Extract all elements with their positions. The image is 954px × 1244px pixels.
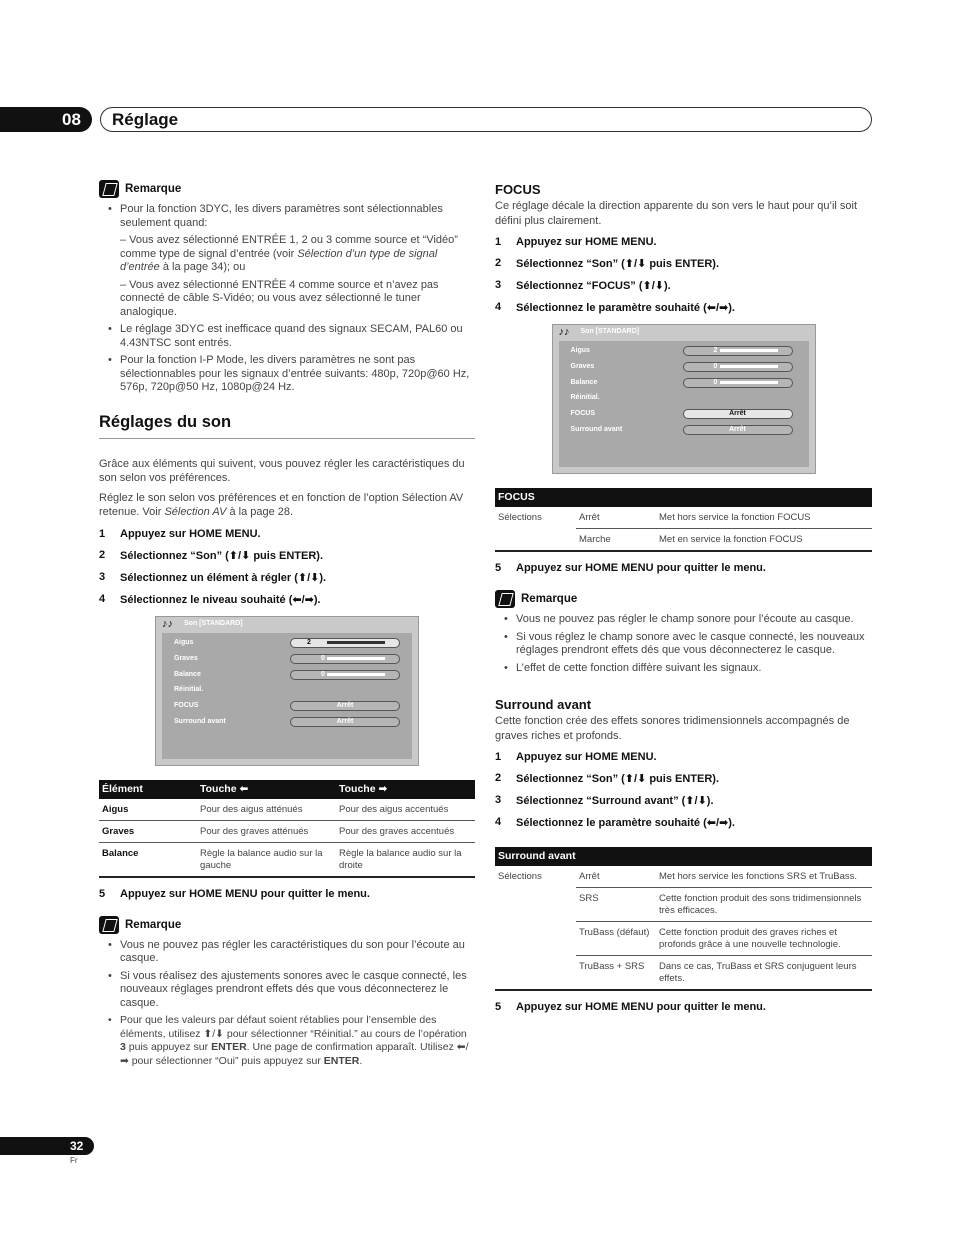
step: 5 Appuyez sur HOME MENU pour quitter le menu. — [495, 562, 766, 574]
osd-row-label: Réinitial. — [174, 685, 204, 693]
osd-aigus-slider: 2 — [290, 638, 400, 648]
osd-row-label: FOCUS — [174, 701, 199, 709]
osd-panel — [162, 633, 412, 759]
table-row: Aigus Pour des aigus atténués Pour des aigus accentués — [99, 799, 475, 821]
osd-title: Son [STANDARD] — [580, 328, 640, 335]
step-list — [99, 888, 475, 900]
osd-row-label: Aigus — [174, 638, 194, 646]
surround-table — [495, 847, 872, 991]
osd-row-label: Balance — [174, 670, 201, 678]
step: 2 Sélectionnez “Son” (⬆/⬇ puis ENTER). — [495, 772, 720, 785]
step: 1 Appuyez sur HOME MENU. — [495, 751, 657, 763]
note-item: • Le réglage 3DYC est inefficace quand des signaux SECAM, PAL60 ou 4.43NTSC sont entrés. — [99, 323, 475, 350]
note-subitem: – Vous avez sélectionné ENTRÉE 4 comme source et n’avez pas connecté de câble S-Vidéo; ou vous avez sélectionné le tuner analogique. — [120, 278, 439, 318]
note-item: • Si vous réalisez des ajustements sonores avec le casque connecté, les nouveaux réglages prendront effets dés que vous déconnecterez le casque. — [99, 970, 475, 1011]
chapter-title: Réglage — [100, 107, 872, 132]
osd-row-label: Graves — [570, 363, 595, 370]
paragraph: Réglez le son selon vos préférences et en fonction de l’option Sélection AV retenue. Voir Sélection AV à la page 28. — [99, 491, 464, 518]
osd-focus-value: Arrêt — [683, 409, 793, 419]
paragraph: Cette fonction crée des effets sonores tridimensionnels accompagnés de graves riches et profonds. — [495, 715, 850, 742]
note-header — [99, 180, 475, 198]
step: 3 Sélectionnez un élément à régler (⬆/⬇). — [99, 570, 327, 584]
subsection-title: Surround avant — [495, 697, 592, 712]
sound-settings-table — [99, 780, 475, 878]
osd-row-label: Balance — [570, 379, 598, 386]
note-item: • Vous ne pouvez pas régler le champ sonore pour l’écoute au casque. — [495, 613, 872, 627]
note-item: • Pour la fonction I-P Mode, les divers paramètres ne sont pas sélectionnables pour les signaux d’entrée suivants: 480p, 720p@60 Hz, 576p, 720p@50 Hz, 1080p@24 Hz. — [99, 354, 475, 395]
table-header: Touche ⬅ — [197, 780, 336, 799]
step-list — [495, 562, 872, 574]
step: 1 Appuyez sur HOME MENU. — [495, 236, 657, 248]
table-row: Balance Règle la balance audio sur la gauche Règle la balance audio sur la droite — [99, 842, 475, 877]
osd-aigus-slider: 2 — [683, 346, 793, 356]
osd-focus-menu — [552, 324, 816, 474]
step: 4 Sélectionnez le paramètre souhaité (⬅/➡). — [495, 301, 735, 314]
osd-focus-value: Arrêt — [290, 701, 400, 711]
paragraph: Ce réglage décale la direction apparente du son vers le haut pour qu’il soit défini plus clairement. — [495, 200, 858, 227]
note-subitem: – Vous avez sélectionné ENTRÉE 1, 2 ou 3 comme source et “Vidéo” comme type de signal d’entrée (voir Sélection d’un type de signal d’entrée à la page 34); ou — [120, 234, 458, 273]
table-row: SRS Cette fonction produit des sons tridimensionnels très efficaces. — [495, 888, 872, 922]
note-list — [99, 939, 475, 1069]
osd-title: Son [STANDARD] — [184, 619, 243, 627]
osd-graves-slider: 0 — [683, 362, 793, 372]
step: 3 Sélectionnez “Surround avant” (⬆/⬇). — [495, 794, 714, 807]
osd-row-label: Surround avant — [174, 717, 226, 725]
note-item: • Pour la fonction 3DYC, les divers paramètres sont sélectionnables seulement quand: – Vous avez sélectionné ENTRÉE 1, 2 ou 3 comme source et “Vidéo” comme type de signal d’entrée (voir Sélection d’un type de signal d’entrée à la page 34); ou – Vous avez sélectionné ENTRÉE 4 comme source et n’avez pas connecté de câble S-Vidéo; ou vous avez sélectionné le tuner analogique. — [99, 203, 475, 319]
step-list — [495, 751, 872, 829]
note-list — [99, 203, 475, 395]
osd-row-label: Surround avant — [570, 426, 623, 433]
step: 2 Sélectionnez “Son” (⬆/⬇ puis ENTER). — [99, 548, 324, 562]
osd-sound-menu — [155, 616, 419, 766]
note-pencil-icon — [495, 590, 515, 608]
step: 2 Sélectionnez “Son” (⬆/⬇ puis ENTER). — [495, 257, 720, 270]
step: 1 Appuyez sur HOME MENU. — [99, 527, 261, 540]
sound-note-icon: ♪♪ — [162, 617, 173, 630]
left-column — [99, 180, 475, 1072]
step-list — [99, 528, 475, 606]
note-pencil-icon — [99, 916, 119, 934]
note-header — [99, 916, 475, 934]
table-row: Sélections Arrêt Met hors service les fonctions SRS et TruBass. — [495, 866, 872, 888]
osd-surround-value: Arrêt — [683, 425, 793, 435]
osd-panel — [559, 341, 809, 467]
osd-balance-slider: 0 — [683, 378, 793, 388]
step: 5 Appuyez sur HOME MENU pour quitter le menu. — [495, 1001, 766, 1013]
note-label: Remarque — [125, 183, 182, 195]
note-item: • Si vous réglez le champ sonore avec le casque connecté, les nouveaux réglages prendront effets dés que vous déconnecterez le casque. — [495, 631, 872, 658]
table-row: Marche Met en service la fonction FOCUS — [495, 529, 872, 552]
osd-graves-slider: 0 — [290, 654, 400, 664]
osd-row-label: Aigus — [570, 347, 590, 354]
note-item: • L’effet de cette fonction diffère suivant les signaux. — [495, 662, 872, 676]
table-header: Touche ➡ — [336, 780, 475, 799]
subsection-title: FOCUS — [495, 182, 541, 197]
section-title: Réglages du son — [99, 413, 475, 439]
step: 4 Sélectionnez le niveau souhaité (⬅/➡). — [99, 592, 321, 606]
osd-surround-value: Arrêt — [290, 717, 400, 727]
osd-balance-slider: 0 — [290, 670, 400, 680]
language-code: Fr — [70, 1156, 78, 1165]
table-row: Graves Pour des graves atténués Pour des graves accentués — [99, 820, 475, 842]
note-label: Remarque — [521, 593, 578, 605]
table-header: Surround avant — [495, 847, 872, 866]
note-list — [495, 613, 872, 675]
note-label: Remarque — [125, 918, 182, 931]
note-pencil-icon — [99, 180, 119, 198]
table-header: FOCUS — [495, 488, 872, 507]
paragraph: Grâce aux éléments qui suivent, vous pouvez régler les caractéristiques du son selon vos préférences. — [99, 457, 465, 484]
sound-note-icon: ♪♪ — [558, 326, 570, 338]
note-header — [495, 590, 872, 608]
osd-row-label: Réinitial. — [570, 394, 600, 401]
focus-table — [495, 488, 872, 552]
right-column — [495, 182, 872, 1022]
table-row: Sélections Arrêt Met hors service la fonction FOCUS — [495, 507, 872, 529]
chapter-header — [0, 107, 872, 132]
step: 4 Sélectionnez le paramètre souhaité (⬅/➡). — [495, 816, 735, 829]
osd-row-label: FOCUS — [570, 410, 595, 417]
chapter-number: 08 — [0, 107, 92, 132]
step: 3 Sélectionnez “FOCUS” (⬆/⬇). — [495, 279, 671, 292]
step: 5 Appuyez sur HOME MENU pour quitter le menu. — [99, 887, 370, 900]
table-header: Élément — [99, 780, 197, 799]
table-row: TruBass (défaut) Cette fonction produit des graves riches et profonds grâce à une nouvelle technologie. — [495, 922, 872, 956]
step-list — [495, 236, 872, 314]
step-list — [495, 1001, 872, 1013]
table-row: TruBass + SRS Dans ce cas, TruBass et SRS conjuguent leurs effets. — [495, 956, 872, 991]
osd-row-label: Graves — [174, 654, 198, 662]
page-number: 32 — [0, 1137, 94, 1155]
note-item: • Pour que les valeurs par défaut soient rétablies pour l’ensemble des éléments, utilisez ⬆/⬇ pour sélectionner “Réinitial.” au cours de l’opération 3 puis appuyez sur ENTER. Une page de confirmation apparaît. Utilisez ⬅/➡ pour sélectionner “Oui” puis appuyez sur ENTER. — [99, 1014, 475, 1068]
note-item: • Vous ne pouvez pas régler les caractéristiques du son pour l’écoute au casque. — [99, 939, 475, 966]
